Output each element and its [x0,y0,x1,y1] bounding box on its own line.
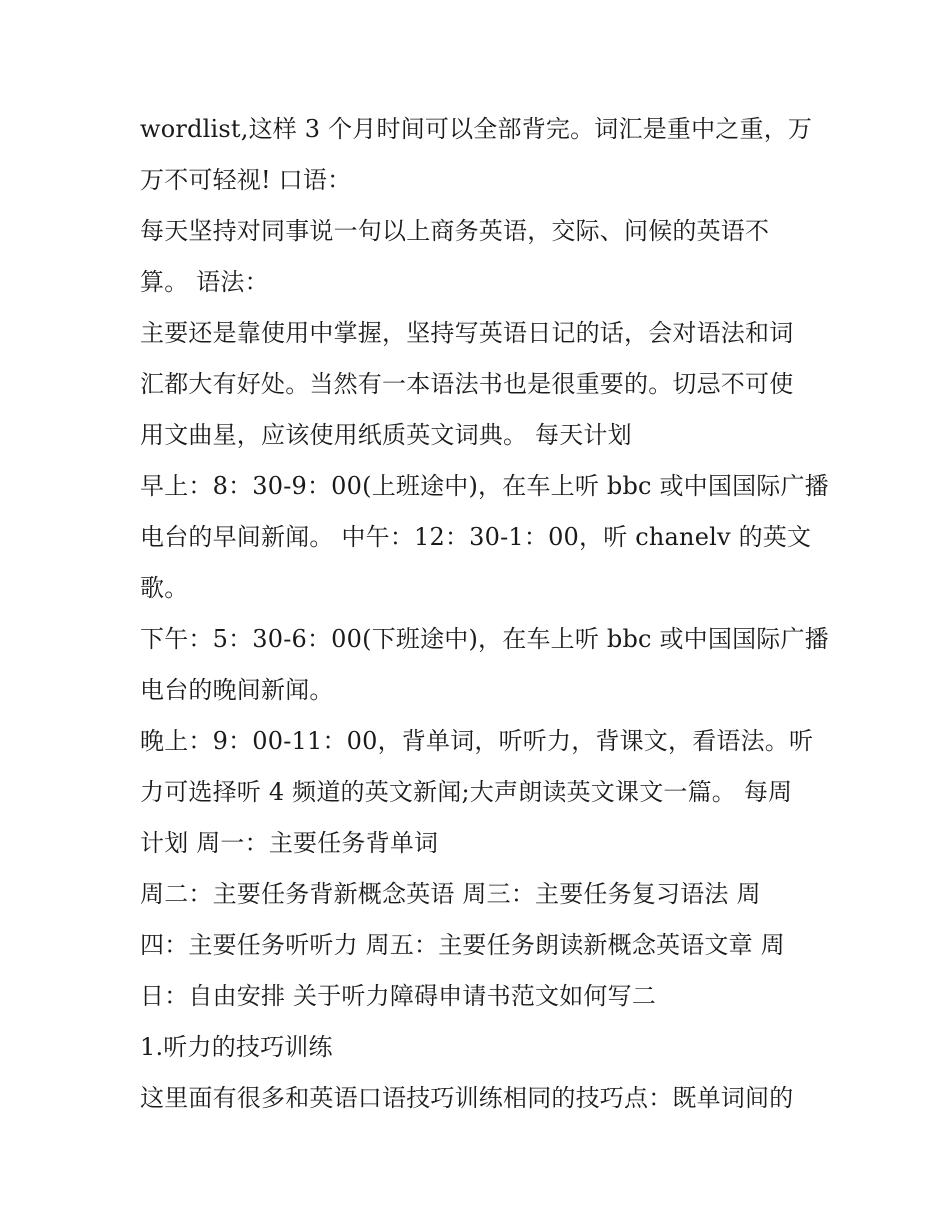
text-line: 电台的晚间新闻。 [140,676,334,704]
text-line: 计划 周一：主要任务背单词 [140,829,439,857]
text-line: 早上：8：30-9：00(上班途中)，在车上听 bbc 或中国国际广播 [140,472,829,500]
text-line: 汇都大有好处。当然有一本语法书也是很重要的。切忌不可使 [140,370,794,398]
text-line: 电台的早间新闻。 中午：12：30-1：00，听 chanelv 的英文 [140,523,812,551]
text-line: 用文曲星，应该使用纸质英文词典。 每天计划 [140,421,632,449]
text-line: 这里面有很多和英语口语技巧训练相同的技巧点：既单词间的 [140,1084,794,1112]
text-line: 歌。 [140,574,189,602]
text-line: 下午：5：30-6：00(下班途中)，在车上听 bbc 或中国国际广播 [140,625,829,653]
text-line: 周二：主要任务背新概念英语 周三：主要任务复习语法 周 [140,880,761,908]
text-line: 力可选择听 4 频道的英文新闻;大声朗读英文课文一篇。 每周 [140,778,793,806]
text-line: 万不可轻视! 口语： [140,166,352,194]
text-line: wordlist,这样 3 个月时间可以全部背完。词汇是重中之重，万 [140,115,813,143]
text-line: 日：自由安排 关于听力障碍申请书范文如何写二 [140,982,657,1010]
text-line: 算。 语法： [140,268,269,296]
text-line: 晚上：9：00-11：00，背单词，听听力，背课文，看语法。听 [140,727,814,755]
text-line: 主要还是靠使用中掌握，坚持写英语日记的话，会对语法和词 [140,319,794,347]
section-heading: 1.听力的技巧训练 [140,1033,333,1061]
document-body [140,104,830,1124]
text-line: 四：主要任务听听力 周五：主要任务朗读新概念英语文章 周 [140,931,785,959]
text-line: 每天坚持对同事说一句以上商务英语，交际、问候的英语不 [140,217,770,245]
